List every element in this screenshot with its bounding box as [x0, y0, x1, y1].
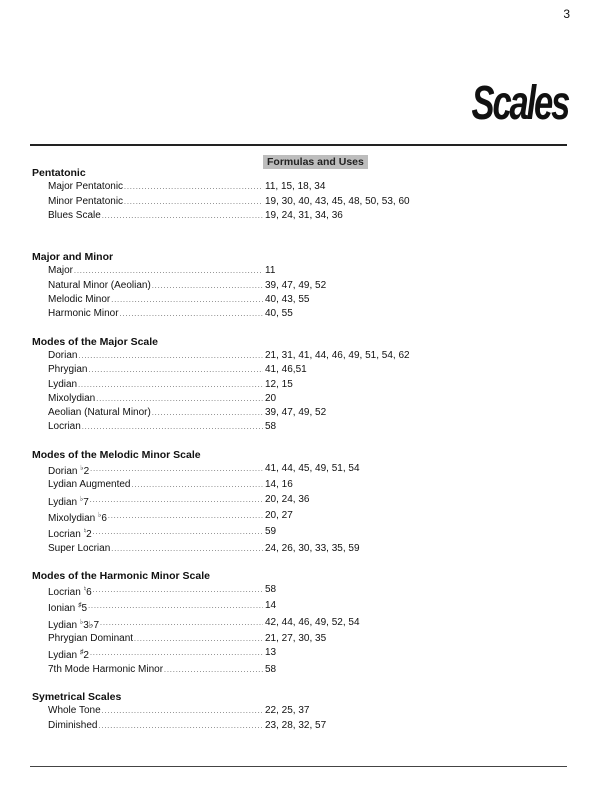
dot-leader [88, 599, 263, 615]
entry-name: Harmonic Minor [48, 308, 119, 320]
entry-label [48, 599, 88, 615]
entry-label [48, 646, 90, 662]
entry-name-with-leader [48, 420, 263, 434]
entry-name: Natural Minor (Aeolian) [48, 279, 151, 291]
entry-degree: 2 [83, 650, 89, 662]
entry-name: Minor Pentatonic [48, 195, 124, 207]
dot-leader [131, 478, 263, 492]
entry-label [48, 349, 78, 363]
dot-leader [164, 663, 263, 677]
entry-name: Major [48, 265, 74, 277]
accidental-symbol: ♭ [80, 465, 84, 473]
page-number: 3 [563, 7, 570, 21]
accidental-symbol: ♮ [83, 528, 87, 536]
index-entry [32, 420, 572, 434]
index-section [32, 449, 572, 556]
dot-leader [100, 616, 263, 632]
dot-leader [111, 293, 263, 307]
entry-label [48, 478, 131, 492]
entry-label [48, 493, 90, 509]
dot-leader [96, 392, 263, 406]
entry-label [48, 616, 100, 632]
dot-leader [93, 525, 263, 541]
entry-label [48, 663, 164, 677]
index-entry [32, 209, 572, 223]
index-entry [32, 663, 572, 677]
entry-degree: 2 [86, 529, 92, 541]
entry-name-with-leader [48, 542, 263, 556]
index-section [32, 167, 572, 223]
entry-name: Locrian [48, 587, 84, 599]
dot-leader [120, 307, 263, 321]
entry-label [48, 420, 82, 434]
page-references: 41, 44, 45, 49, 51, 54 [265, 463, 360, 475]
entry-label [48, 363, 88, 377]
section-heading: Major and Minor [32, 251, 114, 264]
entry-name-with-leader [48, 307, 263, 321]
entry-label [48, 195, 124, 209]
entry-name: Lydian [48, 619, 80, 631]
index-entry [32, 406, 572, 420]
entry-label [48, 293, 111, 307]
entry-name: Phrygian Dominant [48, 633, 134, 645]
entry-name: Phrygian [48, 364, 88, 376]
entry-label [48, 462, 90, 478]
entry-label [48, 264, 74, 278]
dot-leader [134, 632, 263, 646]
index-entry [32, 363, 572, 377]
entry-name-with-leader [48, 663, 263, 677]
entry-name: Lydian [48, 650, 80, 662]
page-references: 42, 44, 46, 49, 52, 54 [265, 616, 360, 628]
dot-leader [124, 180, 263, 194]
dot-leader [102, 209, 263, 223]
section-badge: Formulas and Uses [263, 155, 368, 169]
entry-name-with-leader [48, 264, 263, 278]
entry-name-with-leader [48, 599, 263, 615]
dot-leader [93, 583, 263, 599]
index-entry [32, 616, 572, 632]
page-references: 20 [265, 392, 277, 404]
entry-name-with-leader [48, 209, 263, 223]
index-entry [32, 646, 572, 662]
entry-name-with-leader [48, 646, 263, 662]
index-entry [32, 509, 572, 525]
dot-leader [152, 406, 263, 420]
entry-name-with-leader [48, 363, 263, 377]
entry-name-with-leader [48, 478, 263, 492]
page-references: 19, 30, 40, 43, 45, 48, 50, 53, 60 [265, 195, 410, 207]
entry-name-with-leader [48, 493, 263, 509]
dot-leader [152, 279, 263, 293]
entry-degree: 6 [86, 587, 92, 599]
entry-name: Lydian [48, 378, 78, 390]
page-references: 40, 55 [265, 308, 293, 320]
page-references: 21, 31, 41, 44, 46, 49, 51, 54, 62 [265, 349, 410, 361]
entry-degree: 5 [81, 603, 88, 615]
section-heading: Modes of the Major Scale [32, 335, 159, 348]
entry-name-with-leader [48, 180, 263, 194]
page-references: 58 [265, 663, 277, 675]
page-references: 13 [265, 647, 277, 659]
entry-label [48, 378, 78, 392]
entry-name-with-leader [48, 632, 263, 646]
accidental-symbol: ♯ [79, 649, 84, 657]
accidental-symbol: ♭ [79, 618, 84, 626]
entry-name: Lydian Augmented [48, 479, 131, 491]
entry-name: Ionian [48, 603, 79, 615]
entry-degree: 7 [83, 496, 89, 508]
index-entry [32, 180, 572, 194]
dot-leader [88, 363, 263, 377]
index-entry [32, 462, 572, 478]
page-references: 21, 27, 30, 35 [265, 633, 327, 645]
entry-name: Diminished [48, 719, 98, 731]
page-references: 39, 47, 49, 52 [265, 407, 327, 419]
page-references: 20, 24, 36 [265, 493, 310, 505]
entry-label [48, 542, 111, 556]
entry-label [48, 279, 152, 293]
page-references: 11 [265, 265, 276, 277]
entry-name: Melodic Minor [48, 294, 111, 306]
entry-name: Locrian [48, 529, 84, 541]
entry-name-with-leader [48, 525, 263, 541]
page-references: 59 [265, 526, 277, 538]
index-entry [32, 542, 572, 556]
page-references: 14 [265, 600, 277, 612]
dot-leader [90, 646, 263, 662]
section-heading: Pentatonic [32, 167, 86, 179]
entry-label [48, 392, 96, 406]
section-heading: Modes of the Melodic Minor Scale [32, 448, 201, 461]
entry-degree: 2 [83, 466, 90, 478]
entry-name: Super Locrian [48, 542, 111, 554]
index-section [32, 691, 572, 733]
entry-label [48, 632, 134, 646]
entry-label [48, 406, 152, 420]
page-references: 22, 25, 37 [265, 705, 310, 717]
index-section [32, 570, 572, 677]
entry-name-with-leader [48, 583, 263, 599]
top-divider [30, 144, 567, 146]
dot-leader [102, 704, 263, 718]
entry-degree: 6 [101, 512, 107, 524]
index-entry [32, 704, 572, 718]
entry-name-with-leader [48, 349, 263, 363]
dot-leader [108, 509, 263, 525]
dot-leader [90, 462, 263, 478]
entry-name-with-leader [48, 616, 263, 632]
entry-name: Dorian [48, 349, 78, 361]
page-references: 23, 28, 32, 57 [265, 719, 327, 731]
page-title: Scales [471, 77, 568, 130]
entry-label [48, 509, 108, 525]
page-references: 58 [265, 421, 277, 433]
entry-name-with-leader [48, 293, 263, 307]
page-references: 39, 47, 49, 52 [265, 279, 327, 291]
index-entry [32, 307, 572, 321]
index-section [32, 251, 572, 321]
index-entry [32, 493, 572, 509]
index-entry [32, 264, 572, 278]
entry-name: Dorian [48, 466, 81, 478]
accidental-symbol: ♯ [78, 602, 82, 610]
dot-leader [98, 719, 263, 733]
entry-name-with-leader [48, 406, 263, 420]
entry-name: Aeolian (Natural Minor) [48, 407, 151, 419]
index-entry [32, 195, 572, 209]
page-references: 24, 26, 30, 33, 35, 59 [265, 542, 360, 554]
page-references: 20, 27 [265, 509, 293, 521]
entry-name: Mixolydian [48, 392, 96, 404]
entry-name: Lydian [48, 496, 80, 508]
entry-name-with-leader [48, 378, 263, 392]
dot-leader [82, 420, 263, 434]
entry-name-with-leader [48, 392, 263, 406]
index-entry [32, 349, 572, 363]
index-section [32, 336, 572, 435]
index-entry [32, 632, 572, 646]
page-references: 11, 15, 18, 34 [265, 181, 326, 193]
index-entry [32, 583, 572, 599]
index-entry [32, 279, 572, 293]
entry-name-with-leader [48, 279, 263, 293]
section-heading: Symetrical Scales [32, 690, 122, 703]
page-references: 40, 43, 55 [265, 294, 310, 306]
entry-name: Mixolydian [48, 512, 99, 524]
entry-label [48, 704, 102, 718]
accidental-symbol: ♭ [98, 511, 102, 519]
entry-name: Whole Tone [48, 705, 101, 717]
entry-label [48, 525, 93, 541]
bottom-divider [30, 766, 567, 767]
page-references: 19, 24, 31, 34, 36 [265, 209, 343, 221]
page-references: 41, 46,51 [265, 364, 307, 376]
entry-name-with-leader [48, 704, 263, 718]
dot-leader [78, 378, 263, 392]
section-heading: Modes of the Harmonic Minor Scale [32, 569, 210, 582]
dot-leader [111, 542, 263, 556]
entry-name: Locrian [48, 421, 81, 433]
dot-leader [124, 195, 263, 209]
entry-name-with-leader [48, 462, 263, 478]
accidental-symbol: ♮ [83, 586, 87, 594]
entry-label [48, 180, 124, 194]
index-entry [32, 378, 572, 392]
entry-name-with-leader [48, 509, 263, 525]
index-entry [32, 392, 572, 406]
page-references: 14, 16 [265, 479, 293, 491]
scale-index [32, 167, 572, 747]
entry-label [48, 307, 120, 321]
entry-name: 7th Mode Harmonic Minor [48, 663, 164, 675]
entry-label [48, 719, 98, 733]
entry-name-with-leader [48, 719, 263, 733]
index-entry [32, 525, 572, 541]
page-references: 58 [265, 584, 277, 596]
dot-leader [90, 493, 263, 509]
index-entry [32, 599, 572, 615]
entry-name: Blues Scale [48, 209, 101, 221]
dot-leader [74, 264, 263, 278]
index-entry [32, 478, 572, 492]
entry-name: Major Pentatonic [48, 181, 124, 193]
entry-label [48, 583, 93, 599]
entry-degree: 3♭7 [83, 619, 100, 631]
index-entry [32, 719, 572, 733]
dot-leader [78, 349, 263, 363]
index-entry [32, 293, 572, 307]
accidental-symbol: ♭ [79, 495, 84, 503]
page-references: 12, 15 [265, 378, 293, 390]
entry-name-with-leader [48, 195, 263, 209]
entry-label [48, 209, 102, 223]
